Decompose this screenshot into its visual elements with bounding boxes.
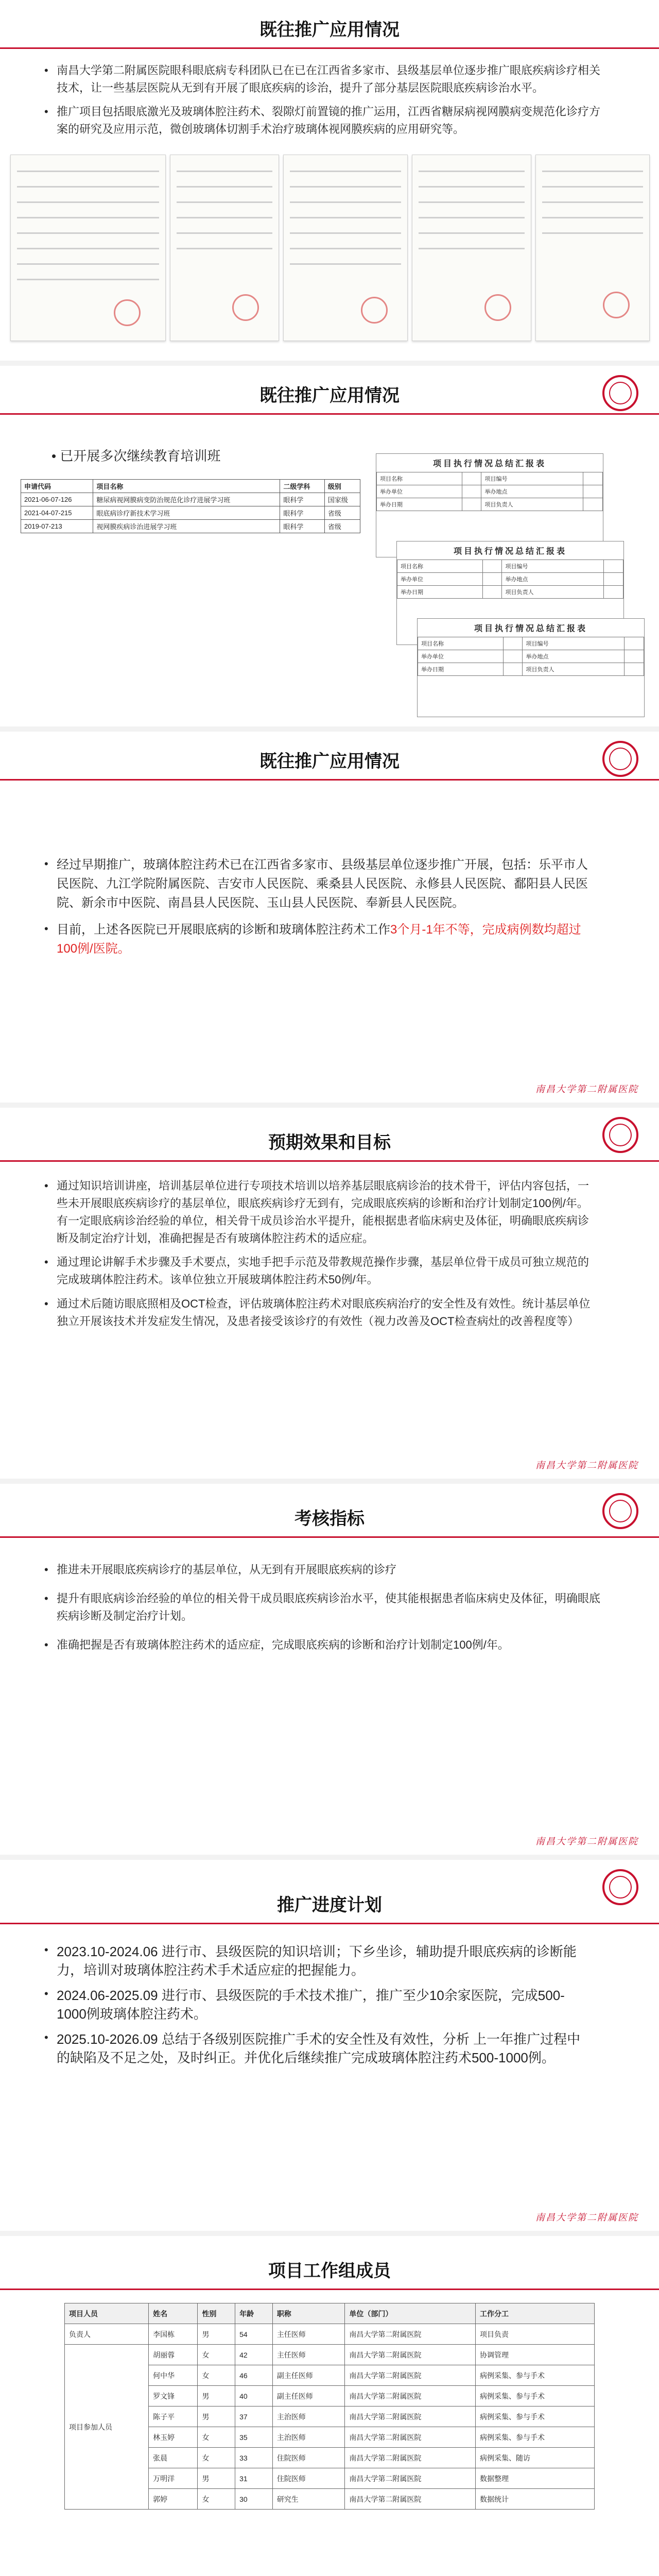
slide-title: 既往推广应用情况 xyxy=(259,386,400,405)
bullet-item: • 推广项目包括眼底激光及玻璃体腔注药术、裂隙灯前置镜的推广运用，江西省糖尿病视网膜病变规范化诊疗方案的研究及应用示范，微创玻璃体切割手术治疗玻璃体视网膜疾病的应用研究等。 xyxy=(41,103,608,138)
table-header: 姓名 xyxy=(149,2303,198,2324)
title-divider xyxy=(0,413,659,415)
bullet-item: • 通过知识培训讲座，培训基层单位进行专项技术培训以培养基层眼底病诊治的技术骨干，评估内容包括，一些未开展眼底疾病诊疗的基层单位，眼底疾病诊疗无到有，完成眼底疾病的诊断和治疗计划制定100例/年。有一定眼底病诊治经验的单位，相关骨干成员诊治水平提升，能根据患者临床病史及体征，明确眼底疾病诊断及制定治疗计划，准确把握是否有玻璃体腔注药术的适应症。 xyxy=(41,1177,597,1247)
brand-footer: 南昌大学第二附属医院 xyxy=(535,2212,638,2223)
team-member-table xyxy=(64,2303,595,2510)
slide-promotion-2 xyxy=(0,366,659,726)
brand-footer: 南昌大学第二附属医院 xyxy=(535,1836,638,1847)
table-row: 项目参加人员 胡丽蓉 女 42 主任医师 南昌大学第二附属医院 协调管理 xyxy=(65,2345,595,2365)
red-stamp-icon xyxy=(603,292,630,318)
university-logo-icon xyxy=(602,375,638,411)
bullet-item: • 提升有眼底病诊治经验的单位的相关骨干成员眼底疾病诊治水平，使其能根据患者临床病史及体征，明确眼底疾病诊断及制定治疗计划。 xyxy=(41,1590,608,1625)
title-divider xyxy=(0,779,659,781)
document-photo xyxy=(412,155,531,341)
report-form: 项目执行情况总结汇报表 项目名称 项目编号 举办单位 举办地点 举办日期 项目负责人 xyxy=(376,453,603,557)
table-row: 2021-06-07-126 糖尿病视网膜病变防治规范化诊疗进展学习班 眼科学 国家级 xyxy=(21,493,360,506)
slide-title: 既往推广应用情况 xyxy=(259,20,400,40)
bullet-list xyxy=(41,1177,597,1336)
bullet-item: • 目前，上述各医院已开展眼底病的诊断和玻璃体腔注药术工作3个月-1年不等，完成病例数均超过100例/医院。 xyxy=(41,920,597,958)
bullet-item: • 准确把握是否有玻璃体腔注药术的适应症，完成眼底疾病的诊断和治疗计划制定100例/年。 xyxy=(41,1636,608,1654)
university-logo-icon xyxy=(602,1493,638,1529)
bullet-list xyxy=(41,1561,608,1660)
slide-progress-plan xyxy=(0,1860,659,2231)
title-divider xyxy=(0,1160,659,1162)
red-stamp-icon xyxy=(232,294,259,321)
table-row: 郭婷 女 30 研究生 南昌大学第二附属医院 数据统计 xyxy=(65,2489,595,2510)
table-row: 万明洋 男 31 住院医师 南昌大学第二附属医院 数据整理 xyxy=(65,2468,595,2489)
bullet-item: • 通过理论讲解手术步骤及手术要点，实地手把手示范及带教规范操作步骤，基层单位骨干成员可独立规范的完成玻璃体腔注药术。该单位独立开展玻璃体腔注药术50例/年。 xyxy=(41,1253,597,1289)
university-logo-icon xyxy=(602,1869,638,1905)
table-row: 陈子平 男 37 主治医师 南昌大学第二附属医院 病例采集、参与手术 xyxy=(65,2406,595,2427)
slide-title: 推广进度计划 xyxy=(277,1895,382,1915)
red-stamp-icon xyxy=(361,297,388,324)
report-form: 项目执行情况总结汇报表 项目名称 项目编号 举办单位 举办地点 举办日期 项目负责人 xyxy=(417,618,645,717)
bullet-list xyxy=(41,1942,587,2073)
highlight-text: 3个月-1年不等，完成病例数均超过100例/医院。 xyxy=(57,922,581,956)
slide-title: 考核指标 xyxy=(294,1509,365,1529)
bullet-list xyxy=(41,855,597,964)
document-photo xyxy=(283,155,408,341)
university-logo-icon xyxy=(602,741,638,777)
table-row: 罗文锋 男 40 副主任医师 南昌大学第二附属医院 病例采集、参与手术 xyxy=(65,2386,595,2406)
slide-title: 预期效果和目标 xyxy=(268,1133,391,1153)
red-stamp-icon xyxy=(484,294,511,321)
bullet-item: • 经过早期推广，玻璃体腔注药术已在江西省多家市、县级基层单位逐步推广开展，包括：乐平市人民医院、九江学院附属医院、吉安市人民医院、乘桑县人民医院、永修县人民医院、鄱阳县人民医院、新余市中医院、南昌县人民医院、玉山县人民医院、奉新县人民医院。 xyxy=(41,855,597,913)
bullet-item: • 2025.10-2026.09 总结于各级别医院推广手术的安全性及有效性，分析 上一年推广过程中的缺陷及不足之处，及时纠正。并优化后继续推广完成玻璃体腔注药术500-1000例。 xyxy=(41,2030,587,2067)
slide-assessment-indicators xyxy=(0,1484,659,1855)
bullet-dot-icon: • xyxy=(51,448,60,464)
bullet-item: • 南昌大学第二附属医院眼科眼底病专科团队已在已在江西省多家市、县级基层单位逐步推广眼底疾病诊疗相关技术，让一些基层医院从无到有开展了眼底疾病的诊治，提升了部分基层医院眼底疾病诊治水平。 xyxy=(41,62,608,97)
university-logo-icon xyxy=(602,1117,638,1153)
section-subtitle: • 已开展多次继续教育培训班 xyxy=(51,448,221,464)
table-header: 职称 xyxy=(272,2303,345,2324)
title-divider xyxy=(0,1923,659,1924)
table-row: 2019-07-213 视网膜疾病诊治进展学习班 眼科学 省级 xyxy=(21,520,360,533)
slide-title: 既往推广应用情况 xyxy=(259,752,400,771)
red-stamp-icon xyxy=(114,299,141,326)
table-row: 张晨 女 33 住院医师 南昌大学第二附属医院 病例采集、随访 xyxy=(65,2448,595,2468)
table-header: 工作分工 xyxy=(475,2303,594,2324)
table-header: 级别 xyxy=(324,480,360,493)
bullet-item: • 通过术后随访眼底照相及OCT检查，评估玻璃体腔注药术对眼底疾病治疗的安全性及有效性。统计基层单位独立开展该技术并发症发生情况，及患者接受该诊疗的有效性（视力改善及OCT检查病灶的改善程度等） xyxy=(41,1295,597,1330)
training-course-table xyxy=(21,479,360,533)
slide-expected-goals xyxy=(0,1108,659,1479)
brand-footer: 南昌大学第二附属医院 xyxy=(535,1460,638,1471)
document-photo xyxy=(170,155,279,341)
slide-team-members xyxy=(0,2236,659,2576)
table-header: 性别 xyxy=(198,2303,235,2324)
bullet-list xyxy=(41,62,608,144)
table-row: 何中华 女 46 副主任医师 南昌大学第二附属医院 病例采集、参与手术 xyxy=(65,2365,595,2386)
bullet-item: • 2024.06-2025.09 进行市、县级医院的手术技术推广，推广至少10余家医院，完成500-1000例玻璃体腔注药术。 xyxy=(41,1986,587,2024)
slide-promotion-3 xyxy=(0,732,659,1103)
brand-footer: 南昌大学第二附属医院 xyxy=(535,1084,638,1095)
report-form: 项目执行情况总结汇报表 项目名称 项目编号 举办单位 举办地点 举办日期 项目负责人 xyxy=(396,541,624,645)
table-row: 负责人 李国栋 男 54 主任医师 南昌大学第二附属医院 项目负责 xyxy=(65,2324,595,2345)
table-row: 林玉婷 女 35 主治医师 南昌大学第二附属医院 病例采集、参与手术 xyxy=(65,2427,595,2448)
document-photo xyxy=(10,155,166,341)
bullet-item: • 推进未开展眼底疾病诊疗的基层单位，从无到有开展眼底疾病的诊疗 xyxy=(41,1561,608,1579)
table-header: 单位（部门） xyxy=(345,2303,476,2324)
table-header: 年龄 xyxy=(235,2303,273,2324)
table-header: 项目名称 xyxy=(93,480,280,493)
title-divider xyxy=(0,47,659,49)
table-row: 2021-04-07-215 眼底病诊疗新技术学习班 眼科学 省级 xyxy=(21,506,360,520)
slide-title: 项目工作组成员 xyxy=(268,2261,391,2281)
slide-promotion-1 xyxy=(0,0,659,361)
table-header: 二级学科 xyxy=(280,480,324,493)
document-photo xyxy=(535,155,650,341)
table-header: 项目人员 xyxy=(65,2303,149,2324)
title-divider xyxy=(0,1536,659,1538)
title-divider xyxy=(0,2289,659,2290)
table-header: 申请代码 xyxy=(21,480,93,493)
bullet-item: • 2023.10-2024.06 进行市、县级医院的知识培训；下乡坐诊，辅助提升眼底疾病的诊断能力，培训对玻璃体腔注药术手术适应症的把握能力。 xyxy=(41,1942,587,1980)
